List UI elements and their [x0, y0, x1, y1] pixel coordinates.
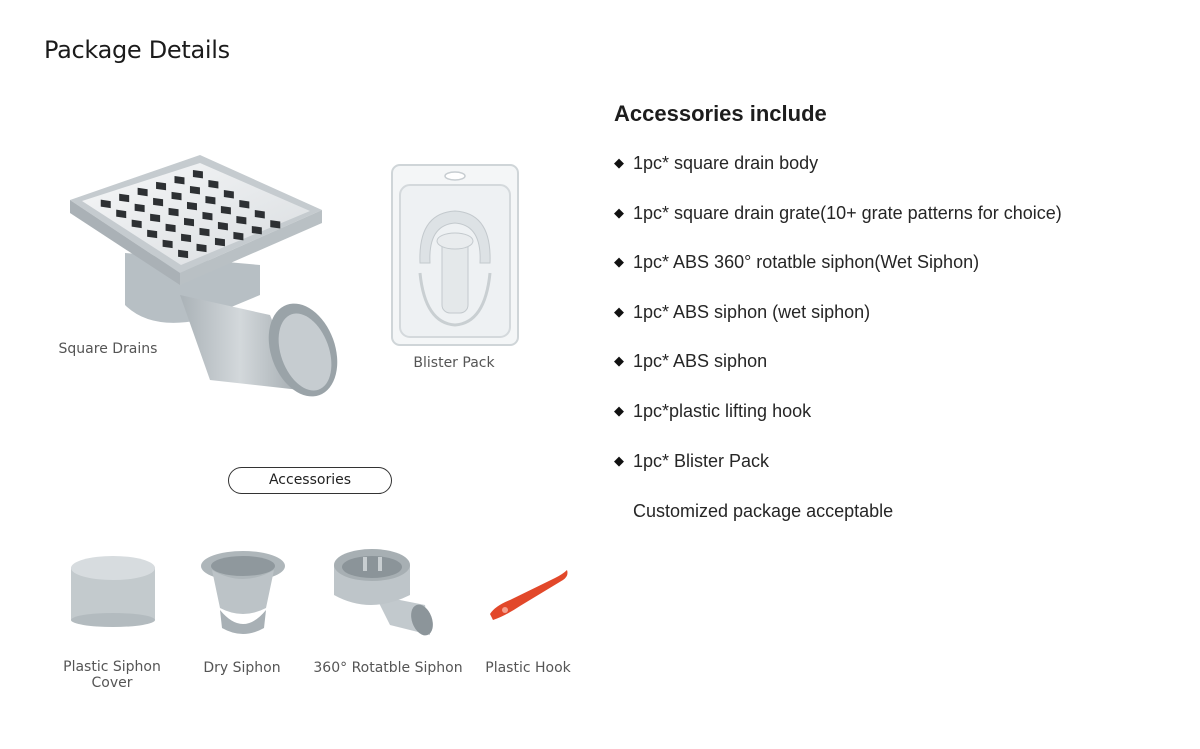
list-item: ◆ 1pc* ABS siphon (wet siphon): [614, 301, 871, 322]
grate-hole: [236, 216, 246, 224]
grate-hole: [205, 196, 215, 204]
grate-hole: [252, 226, 262, 234]
grate-hole: [202, 212, 212, 220]
grate-hole: [166, 224, 176, 232]
accessories-badge: Accessories: [228, 467, 392, 494]
square-drains-caption: Square Drains: [58, 341, 158, 357]
grate-hole: [138, 188, 148, 196]
grate-hole: [153, 198, 163, 206]
rotatable-siphon-caption: 360° Rotatble Siphon: [313, 660, 463, 676]
grate-hole: [101, 200, 111, 208]
grate-hole: [215, 238, 225, 246]
blister-pack-caption: Blister Pack: [413, 355, 495, 371]
grate-hole: [239, 200, 249, 208]
list-item: ◆ 1pc*plastic lifting hook: [614, 400, 812, 421]
grate-hole: [208, 180, 218, 188]
grate-hole: [181, 234, 191, 242]
diamond-bullet-icon: ◆: [614, 452, 624, 468]
list-item: ◆ 1pc* square drain body: [614, 153, 819, 173]
list-item: ◆ 1pc* Blister Pack: [614, 450, 770, 471]
grate-hole: [119, 194, 129, 202]
grate-hole: [116, 210, 126, 218]
diamond-bullet-icon: ◆: [614, 254, 624, 270]
grate-hole: [193, 170, 203, 178]
grate-hole: [132, 220, 142, 228]
diamond-bullet-icon: ◆: [614, 303, 624, 319]
grate-hole: [190, 186, 200, 194]
accessories-list: [614, 151, 1062, 498]
grate-hole: [135, 204, 145, 212]
grate-hole: [270, 220, 280, 228]
grate-hole: [221, 206, 231, 214]
siphon-cover-caption: Plastic Siphon Cover: [63, 659, 161, 691]
grate-hole: [147, 230, 157, 238]
list-item: ◆ 1pc* ABS siphon: [614, 351, 768, 372]
diamond-bullet-icon: ◆: [614, 155, 624, 170]
diamond-bullet-icon: ◆: [614, 204, 624, 220]
list-item: ◆ 1pc* square drain grate(10+ grate patterns for choice): [614, 202, 1062, 223]
dry-siphon-caption: Dry Siphon: [203, 660, 281, 676]
grate-hole: [163, 240, 173, 248]
grate-hole: [150, 214, 160, 222]
grate-hole: [169, 208, 179, 216]
grate-hole: [199, 228, 209, 236]
grate-hole: [255, 210, 265, 218]
plastic-hook-caption: Plastic Hook: [485, 660, 571, 676]
grate-hole: [218, 222, 228, 230]
grate-hole: [172, 192, 182, 200]
grate-hole: [233, 232, 243, 240]
accessories-include-title: Accessories include: [614, 101, 827, 126]
grate-hole: [178, 250, 188, 258]
grate-hole: [224, 190, 234, 198]
list-item: ◆ 1pc* ABS 360° rotatble siphon(Wet Siphon): [614, 252, 980, 273]
grate-hole: [197, 244, 207, 252]
diamond-bullet-icon: ◆: [614, 353, 624, 369]
diamond-bullet-icon: ◆: [614, 402, 624, 418]
grate-hole: [156, 182, 166, 190]
customized-package-note: Customized package acceptable: [633, 501, 894, 521]
grate-hole: [174, 176, 184, 184]
grate-hole: [187, 202, 197, 210]
page-title: Package Details: [44, 36, 230, 64]
grate-hole: [184, 218, 194, 226]
